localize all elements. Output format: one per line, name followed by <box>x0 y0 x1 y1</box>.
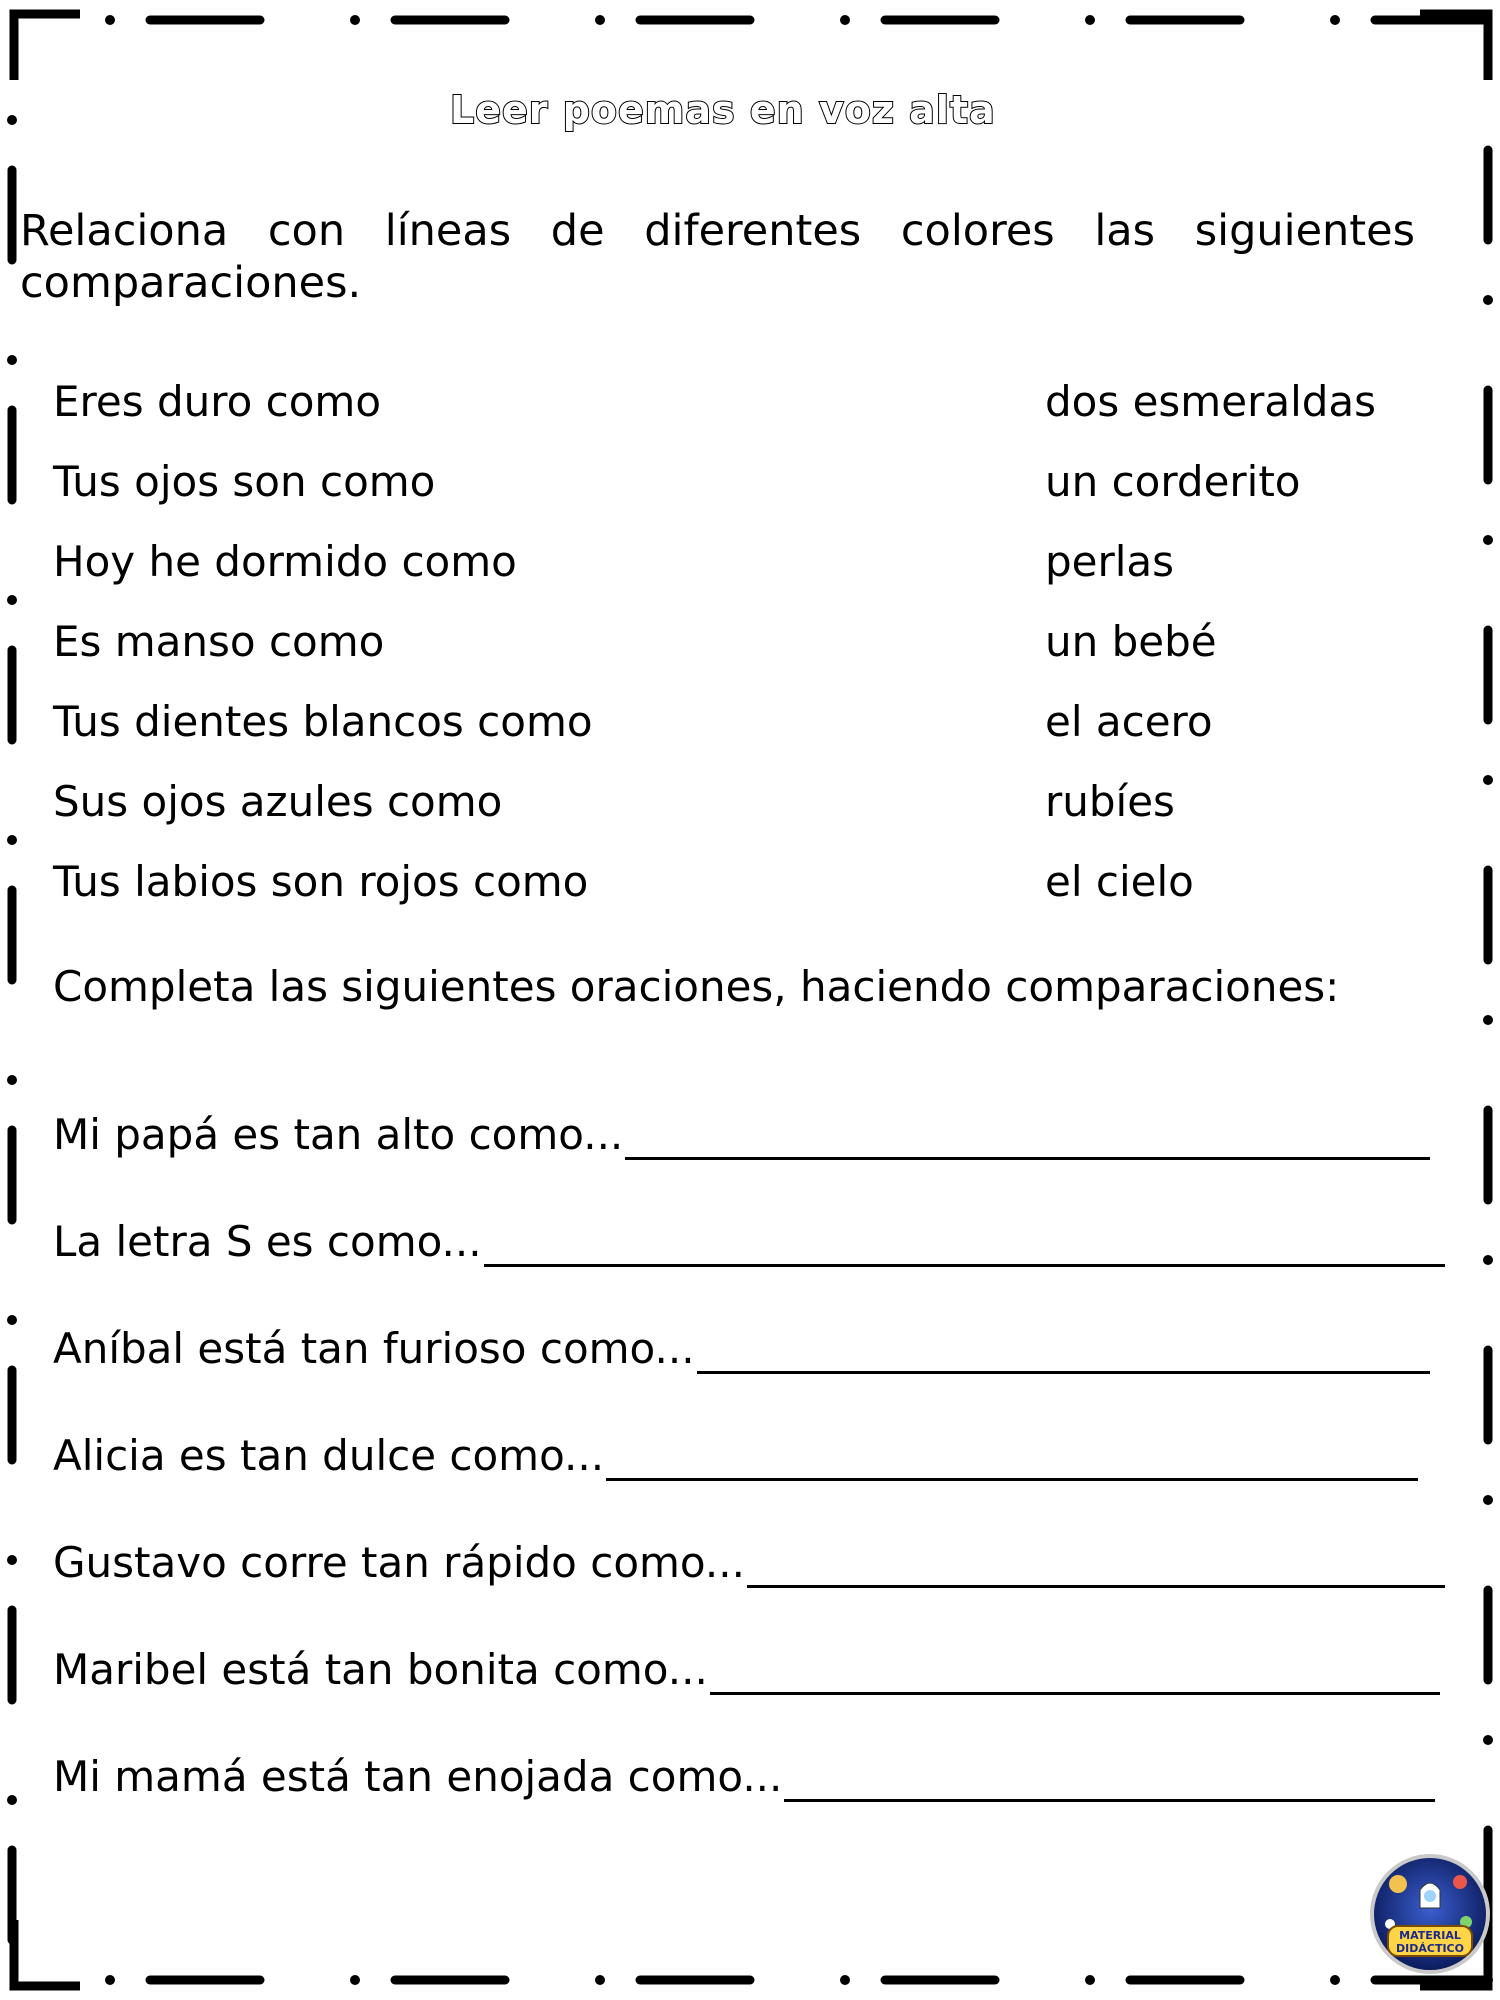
sentence-prompt: Aníbal está tan furioso como... <box>53 1324 695 1373</box>
sentence-row <box>53 1533 1453 1640</box>
match-right-item: un bebé <box>1045 617 1217 666</box>
instruction-matching-line2: comparaciones. <box>20 258 362 308</box>
sentence-row <box>53 1212 1453 1319</box>
sentence-prompt: Gustavo corre tan rápido como... <box>53 1538 745 1587</box>
sentence-row <box>53 1319 1453 1426</box>
match-row <box>53 452 1453 532</box>
sentence-prompt: Mi mamá está tan enojada como... <box>53 1752 783 1801</box>
answer-line[interactable] <box>747 1585 1445 1588</box>
sentence-prompt: Alicia es tan dulce como... <box>53 1431 605 1480</box>
match-row <box>53 532 1453 612</box>
match-right-item: perlas <box>1045 537 1175 586</box>
match-right-item: el cielo <box>1045 857 1194 906</box>
sentence-row <box>53 1747 1453 1854</box>
sentence-prompt: Maribel está tan bonita como... <box>53 1645 708 1694</box>
sentence-prompt: La letra S es como... <box>53 1217 482 1266</box>
match-row <box>53 372 1453 452</box>
completion-exercise <box>53 1105 1453 1854</box>
sentence-row <box>53 1105 1453 1212</box>
match-right-item: un corderito <box>1045 457 1301 506</box>
answer-line[interactable] <box>697 1371 1430 1374</box>
answer-line[interactable] <box>606 1478 1418 1481</box>
match-row <box>53 612 1453 692</box>
match-row <box>53 772 1453 852</box>
match-left-item: Sus ojos azules como <box>53 777 503 826</box>
matching-exercise <box>53 372 1453 932</box>
match-left-item: Tus ojos son como <box>53 457 436 506</box>
instruction-matching <box>20 205 1415 309</box>
match-left-item: Hoy he dormido como <box>53 537 517 586</box>
match-left-item: Tus labios son rojos como <box>53 857 589 906</box>
page-title: Leer poemas en voz alta <box>450 88 996 132</box>
material-didactico-logo <box>1368 1852 1492 1976</box>
match-left-item: Tus dientes blancos como <box>53 697 593 746</box>
logo-text-line2: DIDÁCTICO <box>1396 1942 1464 1955</box>
match-right-item: dos esmeraldas <box>1045 377 1377 426</box>
match-left-item: Eres duro como <box>53 377 382 426</box>
match-right-item: el acero <box>1045 697 1213 746</box>
sentence-row <box>53 1426 1453 1533</box>
answer-line[interactable] <box>484 1264 1445 1267</box>
answer-line[interactable] <box>710 1692 1440 1695</box>
instruction-completion: Completa las siguientes oraciones, haciendo comparaciones: <box>53 962 1340 1011</box>
match-left-item: Es manso como <box>53 617 385 666</box>
instruction-matching-line1: Relaciona con líneas de diferentes colores las siguientes <box>20 206 1415 256</box>
match-row <box>53 692 1453 772</box>
match-row <box>53 852 1453 932</box>
sentence-prompt: Mi papá es tan alto como... <box>53 1110 624 1159</box>
answer-line[interactable] <box>784 1799 1435 1802</box>
answer-line[interactable] <box>625 1157 1430 1160</box>
match-right-item: rubíes <box>1045 777 1175 826</box>
sentence-row <box>53 1640 1453 1747</box>
logo-text-line1: MATERIAL <box>1399 1929 1461 1942</box>
